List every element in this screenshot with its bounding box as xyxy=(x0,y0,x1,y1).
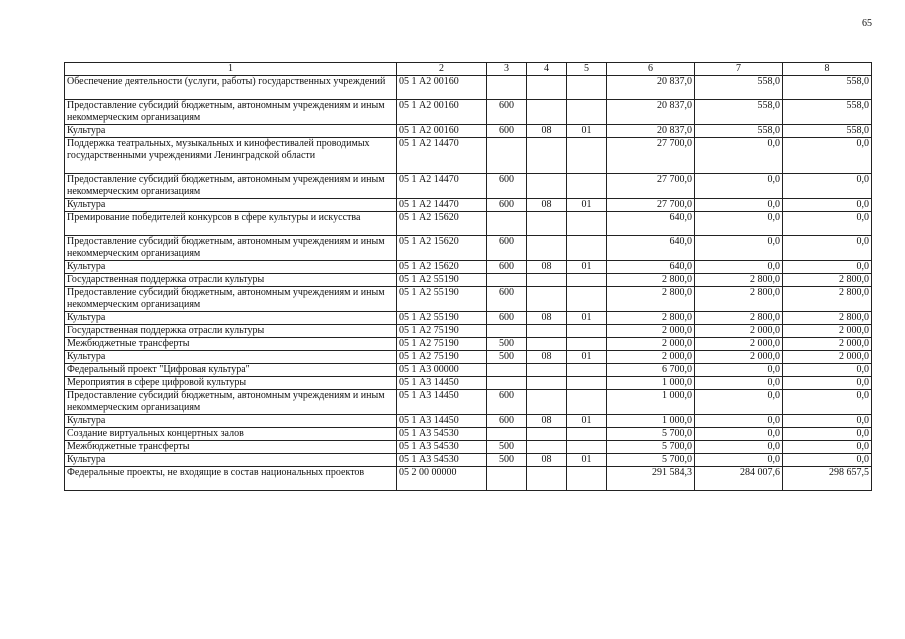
table-row xyxy=(65,454,872,467)
expense-type-cell: 600 xyxy=(487,415,527,428)
target-code-cell: 05 1 А2 75190 xyxy=(397,325,487,338)
table-row xyxy=(65,312,872,325)
amount-year-1-cell: 640,0 xyxy=(607,261,695,274)
table-row xyxy=(65,364,872,377)
table-row xyxy=(65,76,872,100)
column-header: 3 xyxy=(487,63,527,76)
item-name-cell: Культура xyxy=(65,261,397,274)
expense-type-cell xyxy=(487,377,527,390)
subsection-cell xyxy=(567,325,607,338)
section-cell xyxy=(527,236,567,261)
subsection-cell xyxy=(567,377,607,390)
table-row xyxy=(65,377,872,390)
amount-year-2-cell: 0,0 xyxy=(695,236,783,261)
item-name-cell: Федеральные проекты, не входящие в состав национальных проектов xyxy=(65,467,397,491)
amount-year-1-cell: 1 000,0 xyxy=(607,390,695,415)
amount-year-2-cell: 0,0 xyxy=(695,199,783,212)
target-code-cell: 05 2 00 00000 xyxy=(397,467,487,491)
amount-year-2-cell: 2 800,0 xyxy=(695,312,783,325)
target-code-cell: 05 1 А2 00160 xyxy=(397,100,487,125)
item-name-cell: Федеральный проект "Цифровая культура" xyxy=(65,364,397,377)
expense-type-cell xyxy=(487,212,527,236)
expense-type-cell xyxy=(487,76,527,100)
item-name-cell: Культура xyxy=(65,125,397,138)
expense-type-cell: 600 xyxy=(487,174,527,199)
target-code-cell: 05 1 А2 15620 xyxy=(397,236,487,261)
amount-year-3-cell: 0,0 xyxy=(783,454,872,467)
section-cell xyxy=(527,364,567,377)
amount-year-2-cell: 0,0 xyxy=(695,415,783,428)
target-code-cell: 05 1 А2 14470 xyxy=(397,138,487,174)
amount-year-1-cell: 2 800,0 xyxy=(607,312,695,325)
item-name-cell: Культура xyxy=(65,415,397,428)
expense-type-cell xyxy=(487,274,527,287)
expense-type-cell: 500 xyxy=(487,454,527,467)
amount-year-3-cell: 0,0 xyxy=(783,415,872,428)
item-name-cell: Культура xyxy=(65,312,397,325)
amount-year-1-cell: 2 000,0 xyxy=(607,338,695,351)
section-cell: 08 xyxy=(527,125,567,138)
amount-year-1-cell: 20 837,0 xyxy=(607,125,695,138)
section-cell xyxy=(527,338,567,351)
expense-type-cell xyxy=(487,138,527,174)
column-header: 8 xyxy=(783,63,872,76)
table-row xyxy=(65,390,872,415)
subsection-cell xyxy=(567,428,607,441)
table-row xyxy=(65,138,872,174)
target-code-cell: 05 1 А2 00160 xyxy=(397,76,487,100)
amount-year-2-cell: 2 800,0 xyxy=(695,287,783,312)
table-row xyxy=(65,199,872,212)
subsection-cell xyxy=(567,236,607,261)
subsection-cell xyxy=(567,467,607,491)
section-cell: 08 xyxy=(527,415,567,428)
item-name-cell: Государственная поддержка отрасли культуры xyxy=(65,274,397,287)
amount-year-3-cell: 298 657,5 xyxy=(783,467,872,491)
subsection-cell: 01 xyxy=(567,454,607,467)
subsection-cell: 01 xyxy=(567,415,607,428)
amount-year-3-cell: 558,0 xyxy=(783,100,872,125)
amount-year-2-cell: 558,0 xyxy=(695,100,783,125)
amount-year-3-cell: 0,0 xyxy=(783,174,872,199)
subsection-cell xyxy=(567,287,607,312)
expense-type-cell: 500 xyxy=(487,441,527,454)
amount-year-3-cell: 0,0 xyxy=(783,364,872,377)
page-number: 65 xyxy=(862,18,872,29)
table-row xyxy=(65,338,872,351)
column-header: 6 xyxy=(607,63,695,76)
target-code-cell: 05 1 А2 14470 xyxy=(397,174,487,199)
subsection-cell: 01 xyxy=(567,351,607,364)
item-name-cell: Предоставление субсидий бюджетным, автономным учреждениям и иным некоммерческим организациям xyxy=(65,287,397,312)
table-row xyxy=(65,351,872,364)
budget-table xyxy=(64,62,872,491)
item-name-cell: Обеспечение деятельности (услуги, работы) государственных учреждений xyxy=(65,76,397,100)
amount-year-1-cell: 640,0 xyxy=(607,236,695,261)
expense-type-cell: 600 xyxy=(487,261,527,274)
section-cell: 08 xyxy=(527,351,567,364)
subsection-cell: 01 xyxy=(567,312,607,325)
expense-type-cell: 600 xyxy=(487,236,527,261)
subsection-cell xyxy=(567,364,607,377)
amount-year-1-cell: 6 700,0 xyxy=(607,364,695,377)
amount-year-3-cell: 0,0 xyxy=(783,199,872,212)
amount-year-3-cell: 2 800,0 xyxy=(783,287,872,312)
expense-type-cell: 600 xyxy=(487,390,527,415)
section-cell: 08 xyxy=(527,454,567,467)
amount-year-3-cell: 0,0 xyxy=(783,377,872,390)
target-code-cell: 05 1 А2 15620 xyxy=(397,212,487,236)
amount-year-1-cell: 27 700,0 xyxy=(607,199,695,212)
section-cell xyxy=(527,325,567,338)
section-cell xyxy=(527,287,567,312)
amount-year-3-cell: 2 800,0 xyxy=(783,312,872,325)
item-name-cell: Мероприятия в сфере цифровой культуры xyxy=(65,377,397,390)
section-cell xyxy=(527,174,567,199)
amount-year-2-cell: 0,0 xyxy=(695,377,783,390)
table-row xyxy=(65,100,872,125)
table-row xyxy=(65,287,872,312)
amount-year-3-cell: 0,0 xyxy=(783,212,872,236)
amount-year-3-cell: 0,0 xyxy=(783,441,872,454)
amount-year-2-cell: 284 007,6 xyxy=(695,467,783,491)
subsection-cell: 01 xyxy=(567,125,607,138)
amount-year-2-cell: 0,0 xyxy=(695,261,783,274)
target-code-cell: 05 1 А3 14450 xyxy=(397,390,487,415)
expense-type-cell: 500 xyxy=(487,338,527,351)
table-row xyxy=(65,467,872,491)
table-row xyxy=(65,174,872,199)
section-cell xyxy=(527,467,567,491)
amount-year-2-cell: 558,0 xyxy=(695,76,783,100)
amount-year-1-cell: 1 000,0 xyxy=(607,415,695,428)
subsection-cell xyxy=(567,390,607,415)
amount-year-3-cell: 2 000,0 xyxy=(783,351,872,364)
amount-year-1-cell: 27 700,0 xyxy=(607,174,695,199)
item-name-cell: Культура xyxy=(65,454,397,467)
subsection-cell xyxy=(567,100,607,125)
target-code-cell: 05 1 А2 75190 xyxy=(397,338,487,351)
amount-year-1-cell: 20 837,0 xyxy=(607,76,695,100)
item-name-cell: Предоставление субсидий бюджетным, автономным учреждениям и иным некоммерческим организациям xyxy=(65,390,397,415)
amount-year-3-cell: 558,0 xyxy=(783,76,872,100)
amount-year-3-cell: 0,0 xyxy=(783,390,872,415)
amount-year-2-cell: 0,0 xyxy=(695,454,783,467)
section-cell xyxy=(527,441,567,454)
column-number-row xyxy=(65,63,872,76)
section-cell xyxy=(527,76,567,100)
section-cell xyxy=(527,212,567,236)
amount-year-1-cell: 5 700,0 xyxy=(607,441,695,454)
column-header: 7 xyxy=(695,63,783,76)
expense-type-cell: 600 xyxy=(487,199,527,212)
amount-year-1-cell: 5 700,0 xyxy=(607,454,695,467)
expense-type-cell: 600 xyxy=(487,125,527,138)
table-row xyxy=(65,236,872,261)
item-name-cell: Премирование победителей конкурсов в сфере культуры и искусства xyxy=(65,212,397,236)
target-code-cell: 05 1 А3 54530 xyxy=(397,454,487,467)
section-cell xyxy=(527,100,567,125)
column-header: 1 xyxy=(65,63,397,76)
amount-year-2-cell: 2 000,0 xyxy=(695,325,783,338)
amount-year-2-cell: 0,0 xyxy=(695,390,783,415)
table-row xyxy=(65,274,872,287)
table-row xyxy=(65,441,872,454)
amount-year-3-cell: 2 000,0 xyxy=(783,338,872,351)
target-code-cell: 05 1 А2 00160 xyxy=(397,125,487,138)
item-name-cell: Создание виртуальных концертных залов xyxy=(65,428,397,441)
item-name-cell: Государственная поддержка отрасли культуры xyxy=(65,325,397,338)
item-name-cell: Предоставление субсидий бюджетным, автономным учреждениям и иным некоммерческим организациям xyxy=(65,236,397,261)
section-cell: 08 xyxy=(527,312,567,325)
amount-year-3-cell: 0,0 xyxy=(783,138,872,174)
amount-year-1-cell: 2 000,0 xyxy=(607,351,695,364)
amount-year-1-cell: 20 837,0 xyxy=(607,100,695,125)
target-code-cell: 05 1 А3 14450 xyxy=(397,377,487,390)
amount-year-3-cell: 0,0 xyxy=(783,236,872,261)
amount-year-3-cell: 0,0 xyxy=(783,261,872,274)
amount-year-3-cell: 558,0 xyxy=(783,125,872,138)
amount-year-2-cell: 2 000,0 xyxy=(695,338,783,351)
amount-year-1-cell: 2 000,0 xyxy=(607,325,695,338)
section-cell xyxy=(527,274,567,287)
subsection-cell xyxy=(567,76,607,100)
target-code-cell: 05 1 А3 14450 xyxy=(397,415,487,428)
amount-year-2-cell: 0,0 xyxy=(695,441,783,454)
amount-year-3-cell: 2 800,0 xyxy=(783,274,872,287)
expense-type-cell xyxy=(487,364,527,377)
item-name-cell: Культура xyxy=(65,351,397,364)
table-row xyxy=(65,125,872,138)
expense-type-cell xyxy=(487,325,527,338)
table-row xyxy=(65,212,872,236)
target-code-cell: 05 1 А2 55190 xyxy=(397,312,487,325)
target-code-cell: 05 1 А3 54530 xyxy=(397,441,487,454)
amount-year-1-cell: 640,0 xyxy=(607,212,695,236)
target-code-cell: 05 1 А3 54530 xyxy=(397,428,487,441)
amount-year-1-cell: 27 700,0 xyxy=(607,138,695,174)
subsection-cell: 01 xyxy=(567,261,607,274)
table-row xyxy=(65,428,872,441)
amount-year-2-cell: 2 800,0 xyxy=(695,274,783,287)
table-row xyxy=(65,325,872,338)
amount-year-2-cell: 0,0 xyxy=(695,212,783,236)
column-header: 2 xyxy=(397,63,487,76)
subsection-cell xyxy=(567,441,607,454)
section-cell: 08 xyxy=(527,199,567,212)
section-cell xyxy=(527,390,567,415)
section-cell xyxy=(527,138,567,174)
amount-year-3-cell: 2 000,0 xyxy=(783,325,872,338)
section-cell xyxy=(527,377,567,390)
expense-type-cell: 500 xyxy=(487,351,527,364)
expense-type-cell: 600 xyxy=(487,312,527,325)
item-name-cell: Межбюджетные трансферты xyxy=(65,441,397,454)
subsection-cell xyxy=(567,174,607,199)
expense-type-cell xyxy=(487,467,527,491)
amount-year-1-cell: 2 800,0 xyxy=(607,287,695,312)
amount-year-2-cell: 0,0 xyxy=(695,174,783,199)
section-cell: 08 xyxy=(527,261,567,274)
table-body xyxy=(65,76,872,491)
table-row xyxy=(65,261,872,274)
item-name-cell: Культура xyxy=(65,199,397,212)
table-row xyxy=(65,415,872,428)
amount-year-2-cell: 0,0 xyxy=(695,364,783,377)
subsection-cell xyxy=(567,138,607,174)
subsection-cell xyxy=(567,212,607,236)
item-name-cell: Предоставление субсидий бюджетным, автономным учреждениям и иным некоммерческим организациям xyxy=(65,174,397,199)
target-code-cell: 05 1 А2 75190 xyxy=(397,351,487,364)
amount-year-1-cell: 291 584,3 xyxy=(607,467,695,491)
expense-type-cell: 600 xyxy=(487,287,527,312)
target-code-cell: 05 1 А2 15620 xyxy=(397,261,487,274)
subsection-cell: 01 xyxy=(567,199,607,212)
target-code-cell: 05 1 А2 55190 xyxy=(397,274,487,287)
item-name-cell: Межбюджетные трансферты xyxy=(65,338,397,351)
item-name-cell: Предоставление субсидий бюджетным, автономным учреждениям и иным некоммерческим организациям xyxy=(65,100,397,125)
subsection-cell xyxy=(567,338,607,351)
target-code-cell: 05 1 А3 00000 xyxy=(397,364,487,377)
subsection-cell xyxy=(567,274,607,287)
expense-type-cell xyxy=(487,428,527,441)
amount-year-1-cell: 5 700,0 xyxy=(607,428,695,441)
amount-year-2-cell: 2 000,0 xyxy=(695,351,783,364)
amount-year-1-cell: 1 000,0 xyxy=(607,377,695,390)
expense-type-cell: 600 xyxy=(487,100,527,125)
amount-year-2-cell: 558,0 xyxy=(695,125,783,138)
column-header: 5 xyxy=(567,63,607,76)
section-cell xyxy=(527,428,567,441)
amount-year-2-cell: 0,0 xyxy=(695,428,783,441)
amount-year-1-cell: 2 800,0 xyxy=(607,274,695,287)
target-code-cell: 05 1 А2 14470 xyxy=(397,199,487,212)
item-name-cell: Поддержка театральных, музыкальных и кинофестивалей проводимых государственными учреждениями Ленинградской области xyxy=(65,138,397,174)
amount-year-3-cell: 0,0 xyxy=(783,428,872,441)
target-code-cell: 05 1 А2 55190 xyxy=(397,287,487,312)
column-header: 4 xyxy=(527,63,567,76)
amount-year-2-cell: 0,0 xyxy=(695,138,783,174)
